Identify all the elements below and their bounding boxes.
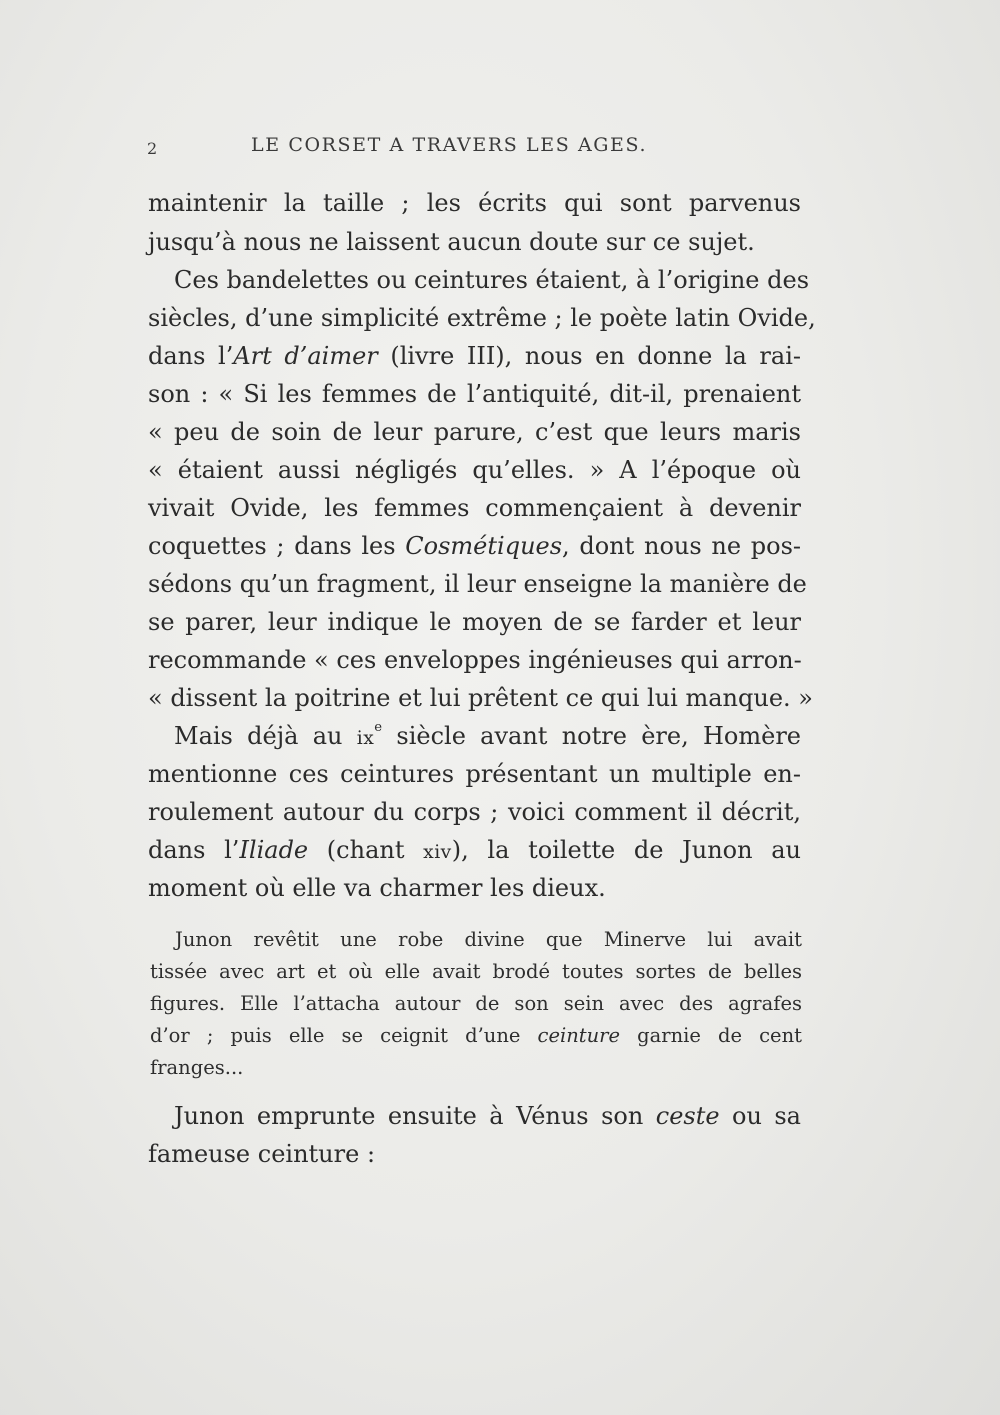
text-segment: ix <box>356 728 375 749</box>
body-text-line <box>148 646 801 674</box>
body-text-line <box>148 189 801 217</box>
text-segment: tissée avec art et où elle avait brodé toutes sortes de belles <box>150 960 802 983</box>
body-text-line <box>148 874 801 902</box>
text-segment: son : « Si les femmes de l’antiquité, dit-il, prenaient <box>148 380 801 408</box>
body-text-line <box>148 494 801 522</box>
text-segment: Art d’aimer <box>233 342 378 370</box>
text-segment: garnie de cent <box>620 1024 802 1047</box>
text-segment: « dissent la poitrine et lui prêtent ce qui lui manque. » <box>148 684 813 712</box>
text-segment: Ces bandelettes ou ceintures étaient, à l’origine des <box>174 266 810 294</box>
text-segment: Cosmétiques <box>405 532 563 560</box>
page-number: 2 <box>147 139 159 158</box>
text-segment: sédons qu’un fragment, il leur enseigne la manière de <box>148 570 807 598</box>
text-segment: mentionne ces ceintures présentant un multiple en- <box>148 760 801 788</box>
body-text-line <box>148 760 801 788</box>
body-text-line <box>148 456 801 484</box>
text-segment: Mais déjà au <box>174 722 357 750</box>
text-segment: siècle avant notre ère, Homère <box>382 722 801 750</box>
body-text-line <box>148 304 816 332</box>
text-segment: siècles, d’une simplicité extrême ; le poète latin Ovide, <box>148 304 816 332</box>
text-segment: e <box>374 720 383 735</box>
text-segment: maintenir la taille ; les écrits qui sont parvenus <box>148 189 801 217</box>
running-head: LE CORSET A TRAVERS LES AGES. <box>251 134 648 156</box>
quote-text-line <box>150 960 802 983</box>
text-segment: jusqu’à nous ne laissent aucun doute sur ce sujet. <box>148 228 755 256</box>
body-text-line <box>148 608 801 636</box>
quote-text-line <box>150 1024 802 1047</box>
body-text-line <box>174 722 801 750</box>
body-text-line <box>148 342 801 370</box>
text-segment: franges... <box>150 1056 244 1079</box>
body-text-line <box>148 228 801 256</box>
text-segment: figures. Elle l’attacha autour de son sein avec des agrafes <box>150 992 802 1015</box>
text-segment: moment où elle va charmer les dieux. <box>148 874 606 902</box>
text-segment: (chant <box>308 836 424 864</box>
text-segment: se parer, leur indique le moyen de se farder et leur <box>148 608 801 636</box>
text-segment: , dont nous ne pos- <box>562 532 802 560</box>
text-segment: recommande « ces enveloppes ingénieuses qui arron- <box>148 646 802 674</box>
body-text-line <box>148 570 807 598</box>
text-segment: roulement autour du corps ; voici comment il décrit, <box>148 798 801 826</box>
quote-text-line <box>175 928 802 951</box>
text-segment: d’or ; puis elle se ceignit d’une <box>150 1024 538 1047</box>
text-segment: dans l’ <box>148 836 240 864</box>
quote-text-line <box>150 992 802 1015</box>
body-text-line <box>148 684 813 712</box>
body-text-line <box>174 266 810 294</box>
page-header <box>147 134 707 164</box>
body-text-line <box>148 798 801 826</box>
text-segment: coquettes ; dans les <box>148 532 406 560</box>
text-segment: fameuse ceinture : <box>148 1140 376 1168</box>
text-segment: ceste <box>655 1102 720 1130</box>
text-segment: ceinture <box>537 1024 621 1047</box>
text-segment: « peu de soin de leur parure, c’est que leurs maris <box>148 418 801 446</box>
text-segment: ou sa <box>719 1102 801 1130</box>
body-text-line <box>148 836 801 864</box>
text-segment: (livre III), nous en donne la rai- <box>377 342 801 370</box>
text-segment: Junon revêtit une robe divine que Minerve lui avait <box>175 928 802 951</box>
body-text-line <box>148 380 801 408</box>
text-segment: vivait Ovide, les femmes commençaient à devenir <box>148 494 801 522</box>
text-segment: dans l’ <box>148 342 234 370</box>
closing-text-line <box>148 1140 801 1168</box>
text-segment: ), la toilette de Junon au <box>451 836 801 864</box>
closing-text-line <box>174 1102 801 1130</box>
text-segment: Junon emprunte ensuite à Vénus son <box>174 1102 656 1130</box>
body-text-line <box>148 532 801 560</box>
body-text-line <box>148 418 801 446</box>
text-segment: Iliade <box>239 836 309 864</box>
text-segment: « étaient aussi négligés qu’elles. » A l’époque où <box>148 456 801 484</box>
text-segment: xiv <box>423 842 452 863</box>
quote-text-line <box>150 1056 802 1079</box>
